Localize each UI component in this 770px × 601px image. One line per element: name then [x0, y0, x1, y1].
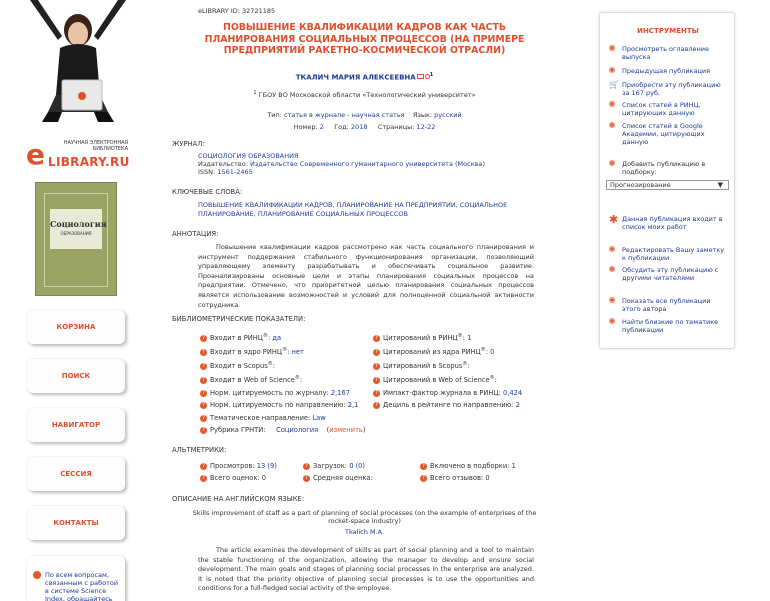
bibliometrics-label: БИБЛИОМЕТРИЧЕСКИЕ ПОКАЗАТЕЛИ: — [172, 315, 306, 323]
english-label: ОПИСАНИЕ НА АНГЛИЙСКОМ ЯЗЫКЕ: — [172, 495, 305, 503]
altmetrics-label: АЛЬТМЕТРИКИ: — [172, 446, 227, 454]
bm-grnti: ? Рубрика ГРНТИ: Социология (изменить) — [200, 426, 365, 434]
arrow-icon — [609, 297, 615, 303]
tool-edit-note[interactable]: Редактировать Вашу заметку к публикации — [612, 246, 727, 262]
arrow-icon — [609, 122, 615, 128]
elibrary-logo[interactable] — [26, 138, 130, 172]
cover-title: Социология — [50, 219, 107, 229]
journal-link[interactable]: СОЦИОЛОГИЯ ОБРАЗОВАНИЯ — [198, 152, 299, 160]
help-icon[interactable]: ? — [200, 475, 207, 482]
abstract-text: Повышение квалификации кадров рассмотрено как часть социального планирования и инструмент поддержания стабильного функционирования организации, позволяющий управляющему элементу разрабатывать и обеспечивать социальное развитие. Проанализированы основные цели и этапы планирования социальных процессов на предприятии. Отмечено, что приоритетной целью планирования социальных процессов является использование возможностей и условий для полноценной социальной активности сотрудника. — [198, 243, 534, 309]
help-icon[interactable]: ? — [200, 402, 207, 409]
meta-row-2: Номер: 2 Год: 2018 Страницы: 12-22 — [293, 123, 436, 131]
author-sup: 1 — [429, 72, 434, 78]
bm-left-5: ? Норм. цитируемость по направлению: 2,1 — [200, 400, 358, 409]
help-icon[interactable]: ? — [303, 475, 310, 482]
alt-collections: ? Включено в подборки: 1 — [420, 462, 516, 470]
help-icon[interactable]: ? — [200, 427, 207, 434]
help-icon[interactable]: ? — [373, 335, 380, 342]
mail-icon[interactable] — [417, 74, 424, 79]
arrow-icon — [609, 101, 615, 107]
help-icon[interactable]: ? — [373, 390, 380, 397]
arrow-icon — [609, 160, 615, 166]
alt-ratings: ? Всего оценок: 0 — [200, 474, 266, 482]
help-icon — [33, 571, 41, 579]
help-icon[interactable]: ? — [200, 349, 207, 356]
tool-buy[interactable]: 🛒 Приобрести эту публикацию за 167 руб. — [609, 80, 721, 97]
help-icon[interactable]: ? — [420, 463, 427, 470]
asterisk-icon: ✱ — [609, 213, 619, 226]
arrow-icon — [609, 266, 615, 272]
bm-right-1: ? Цитирований из ядра РИНЦ®: 0 — [373, 347, 494, 356]
bm-left-6: ? Тематическое направление: Law — [200, 413, 326, 422]
help-icon[interactable]: ? — [420, 475, 427, 482]
affiliation: $^1$ ГБОУ ВО Московской области «Технологический университет» — [253, 90, 476, 100]
meta-row-1: Тип: статья в журнале - научная статья Язык: русский — [267, 111, 462, 119]
tool-my-works[interactable]: ✱ Данная публикация входит в список моих работ — [609, 213, 723, 231]
elibrary-id: eLIBRARY ID: 32721185 — [198, 7, 276, 15]
mascot-image — [28, 0, 128, 125]
help-icon[interactable]: ? — [200, 415, 207, 422]
help-icon[interactable]: ? — [303, 463, 310, 470]
keywords-label: КЛЮЧЕВЫЕ СЛОВА: — [172, 188, 243, 196]
tool-similar[interactable]: Найти близкие по тематике публикации — [612, 318, 727, 334]
tool-prev[interactable]: Предыдущая публикация — [612, 67, 727, 75]
english-abstract: The article examines the development of skills as part of social planning and a tool to maintain the stable functioning of the organization, allowing the manager to develop and ensure social development. The main goals and stages of planning social processes in the enterprise are analyzed. It is noted that the priority objective of planning social processes is to use the opportunities and conditions for a full-fledged social activity of the employee. — [198, 546, 534, 593]
cover-subtitle: ОБРАЗОВАНИЯ — [60, 231, 92, 236]
help-icon[interactable]: ? — [373, 349, 380, 356]
search-button[interactable]: ПОИСК — [27, 359, 125, 393]
journal-label: ЖУРНАЛ: — [172, 140, 205, 148]
logo-text: LIBRARY.RU — [48, 155, 130, 169]
bm-right-5: ? Дециль в рейтинге по направлению: 2 — [373, 400, 520, 409]
collection-select[interactable]: Прогнозирование ▼ — [606, 180, 729, 190]
arrow-icon — [609, 67, 615, 73]
tool-author-pubs[interactable]: Показать все публикации этого автора — [612, 297, 727, 313]
keywords-list[interactable]: ПОВЫШЕНИЕ КВАЛИФИКАЦИИ КАДРОВ, ПЛАНИРОВАНИЕ НА ПРЕДПРИЯТИИ, СОЦИАЛЬНОЕ ПЛАНИРОВАНИЕ, ПЛАНИРОВАНИЕ СОЦИАЛЬНЫХ ПРОЦЕССОВ — [198, 201, 508, 218]
abstract-label: АННОТАЦИЯ: — [172, 230, 219, 238]
alt-avg-rating: ? Средняя оценка: — [303, 474, 373, 482]
bm-left-3: ? Входит в Web of Science®: — [200, 375, 302, 384]
help-icon[interactable]: ? — [200, 335, 207, 342]
arrow-icon — [609, 45, 615, 51]
alt-reviews: ? Всего отзывов: 0 — [420, 474, 490, 482]
help-icon[interactable]: ? — [200, 390, 207, 397]
bm-left-0: ? Входит в РИНЦ®: да — [200, 333, 281, 342]
cart-button[interactable]: КОРЗИНА — [27, 310, 125, 344]
help-icon[interactable]: ? — [373, 402, 380, 409]
navigator-button[interactable]: НАВИГАТОР — [27, 408, 125, 442]
alt-views: ? Просмотров: 13 (9) — [200, 462, 277, 470]
grnti-edit-link[interactable]: изменить — [329, 426, 363, 434]
author-line[interactable] — [192, 72, 537, 81]
bm-left-4: ? Норм. цитируемость по журналу: 2,167 — [200, 388, 350, 397]
tool-add-collection: Добавить публикацию в подборку: — [612, 160, 727, 176]
help-icon[interactable]: ? — [200, 463, 207, 470]
english-title: Skills improvement of staff as a part of planning of social processes (on the example of enterprises of the rocket-space industry) — [192, 509, 537, 526]
journal-block: СОЦИОЛОГИЯ ОБРАЗОВАНИЯ Издательство: Издательство Современного гуманитарного университета (Москва) ISSN: 1561-2465 — [198, 152, 485, 176]
tools-title: ИНСТРУМЕНТЫ — [637, 27, 699, 35]
tool-google-citing[interactable]: Список статей в Google Академии, цитирующих данную — [612, 122, 727, 146]
session-button[interactable]: СЕССИЯ — [27, 457, 125, 491]
tool-toc[interactable]: Просмотреть оглавление выпуска — [612, 45, 727, 61]
help-text: По всем вопросам, связанным с работой в системе Science Index, обращайтесь — [45, 571, 119, 601]
chevron-down-icon: ▼ — [717, 181, 723, 189]
help-icon[interactable]: ? — [373, 377, 380, 384]
tool-rinc-citing[interactable]: Список статей в РИНЦ, цитирующих данную — [612, 101, 727, 117]
bm-right-3: ? Цитирований в Web of Science®: — [373, 375, 497, 384]
bm-right-0: ? Цитирований в РИНЦ®: 1 — [373, 333, 471, 342]
logo-e: e — [26, 138, 45, 171]
english-author[interactable]: Tkalich M.A. — [344, 528, 385, 536]
arrow-icon — [609, 318, 615, 324]
logo-caption: НАУЧНАЯ ЭЛЕКТРОННАЯ БИБЛИОТЕКА — [63, 140, 128, 152]
page-title: ПОВЫШЕНИЕ КВАЛИФИКАЦИИ КАДРОВ КАК ЧАСТЬ ПЛАНИРОВАНИЯ СОЦИАЛЬНЫХ ПРОЦЕССОВ (НА ПРИМЕРЕ ПРЕДПРИЯТИЙ РАКЕТНО-КОСМИЧЕСКОЙ ОТРАСЛИ) — [204, 22, 525, 56]
help-icon[interactable]: ? — [373, 363, 380, 370]
cart-icon: 🛒 — [609, 80, 619, 89]
journal-cover[interactable] — [35, 182, 117, 296]
help-icon[interactable]: ? — [200, 377, 207, 384]
bm-right-4: ? Импакт-фактор журнала в РИНЦ: 0,424 — [373, 388, 522, 397]
arrow-icon — [609, 246, 615, 252]
help-icon[interactable]: ? — [200, 363, 207, 370]
bm-right-2: ? Цитирований в Scopus®: — [373, 361, 470, 370]
bm-left-2: ? Входит в Scopus®: — [200, 361, 275, 370]
tool-discuss[interactable]: Обсудить эту публикацию с другими читателями — [612, 266, 727, 282]
alt-downloads: ? Загрузок: 0 (0) — [303, 462, 365, 470]
author-name[interactable]: ТКАЛИЧ МАРИЯ АЛЕКСЕЕВНА — [295, 73, 416, 82]
help-box — [27, 556, 125, 601]
contacts-button[interactable]: КОНТАКТЫ — [27, 506, 125, 540]
bm-left-1: ? Входит в ядро РИНЦ®: нет — [200, 347, 304, 356]
